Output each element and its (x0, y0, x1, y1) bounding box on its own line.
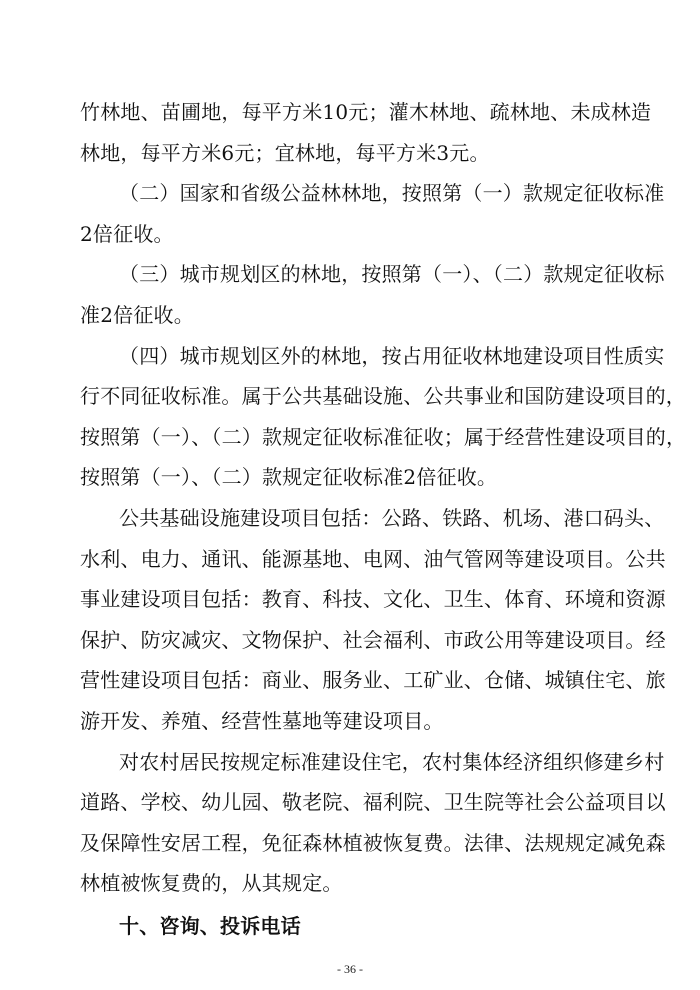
text-line: 林植被恢复费的，从其规定。 (80, 871, 343, 895)
text-line: 营性建设项目包括：商业、服务业、工矿业、仓储、城镇住宅、旅 (80, 668, 666, 692)
text-line: 公共基础设施建设项目包括：公路、铁路、机场、港口码头、 (119, 506, 665, 530)
text-line: 及保障性安居工程，免征森林植被恢复费。法律、法规规定减免森 (80, 831, 666, 855)
text-line: 事业建设项目包括：教育、科技、文化、卫生、体育、环境和资源 (80, 587, 666, 611)
text-line: 行不同征收标准。属于公共基础设施、公共事业和国防建设项目的， (80, 384, 686, 408)
text-line: 准2倍征收。 (80, 303, 194, 327)
text-line: 2倍征收。 (80, 222, 174, 246)
section-heading: 十、咨询、投诉电话 (119, 914, 301, 938)
text-line: 道路、学校、幼儿园、敬老院、福利院、卫生院等社会公益项目以 (80, 790, 666, 814)
text-line: 对农村居民按规定标准建设住宅，农村集体经济组织修建乡村 (119, 750, 665, 774)
text-line: （三）城市规划区的林地，按照第（一）、（二）款规定征收标 (119, 262, 665, 286)
text-line: （四）城市规划区外的林地，按占用征收林地建设项目性质实 (119, 344, 665, 368)
text-line: 竹林地、苗圃地，每平方米10元；灌木林地、疏林地、未成林造 (80, 100, 652, 124)
text-line: 保护、防灾减灾、文物保护、社会福利、市政公用等建设项目。经 (80, 628, 666, 652)
page-number: - 36 - (337, 962, 363, 976)
text-line: 按照第（一）、（二）款规定征收标准2倍征收。 (80, 465, 498, 489)
text-line: 按照第（一）、（二）款规定征收标准征收；属于经营性建设项目的， (80, 425, 687, 449)
text-line: 林地，每平方米6元；宜林地，每平方米3元。 (80, 141, 490, 165)
text-line: 水利、电力、通讯、能源基地、电网、油气管网等建设项目。公共 (80, 547, 666, 571)
text-line: （二）国家和省级公益林林地，按照第（一）款规定征收标准 (119, 181, 665, 205)
text-line: 游开发、养殖、经营性墓地等建设项目。 (80, 709, 444, 733)
